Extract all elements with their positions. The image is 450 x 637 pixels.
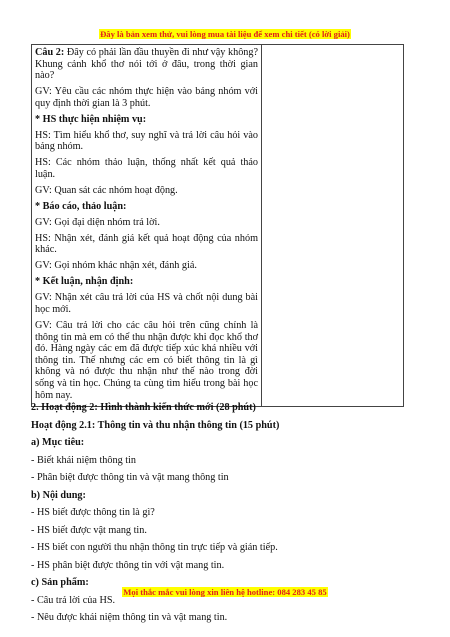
conclusion-heading: * Kết luận, nhận định: <box>35 276 134 288</box>
content-item: - HS biết con người thu nhận thông tin trực tiếp và gián tiếp. <box>31 542 278 553</box>
teacher-summary: GV: Câu trả lời cho các câu hỏi trên cũng chính là thông tin mà em có thể thu nhận được khi đọc khổ thơ đó. Hàng ngày các em đã được tiếp xúc khá nhiều với thông tin. Thế nhưng các em có biết thông tin là gì không và nó được thu nhận như thế nào trong đời sống và tin học. Chúng ta cùng tìm hiểu trong bài học hôm nay. <box>35 319 258 401</box>
objective-item: - Biết khái niệm thông tin <box>31 454 136 466</box>
teacher-call-group: GV: Gọi đại diện nhóm trả lời. <box>35 216 160 228</box>
student-activity-cell <box>262 45 404 407</box>
content-heading: b) Nội dung: <box>31 489 86 501</box>
question-2 <box>35 47 258 82</box>
teacher-observe: GV: Quan sát các nhóm hoạt động. <box>35 184 178 196</box>
product-item: - Câu trả lời của HS. <box>31 594 116 606</box>
objective-item: - Phân biệt được thông tin và vật mang thông tin <box>31 472 229 483</box>
student-step-1: HS: Tìm hiểu khổ thơ, suy nghĩ và trả lời câu hỏi vào bảng nhóm. <box>35 129 258 153</box>
question-2-label: Câu 2: <box>35 47 65 58</box>
teacher-activity-cell <box>32 45 262 407</box>
report-heading: * Báo cáo, thảo luận: <box>35 200 127 212</box>
student-evaluate: HS: Nhận xét, đánh giá kết quả hoạt động của nhóm khác. <box>35 232 258 256</box>
objective-heading: a) Mục tiêu: <box>31 437 85 448</box>
task-heading: * HS thực hiện nhiệm vụ: <box>35 113 147 125</box>
content-item: - HS phân biệt được thông tin với vật mang tin. <box>31 559 225 571</box>
product-heading: c) Sản phẩm: <box>31 577 89 588</box>
hotline-notice-banner: Mọi thắc mắc vui lòng xin liên hệ hotline: 084 283 45 85 <box>123 587 327 597</box>
student-step-2: HS: Các nhóm thảo luận, thống nhất kết quả thảo luận. <box>35 157 258 180</box>
content-item: - HS biết được thông tin là gì? <box>31 507 155 518</box>
product-item: - Nêu được khái niệm thông tin và vật mang tin. <box>31 612 228 623</box>
lesson-table <box>31 44 404 407</box>
content-item: - HS biết được vật mang tin. <box>31 524 147 536</box>
teacher-instruction: GV: Yêu cầu các nhóm thực hiện vào bảng nhóm với quy định thời gian là 3 phút. <box>35 86 258 109</box>
activity-2-1-heading: Hoạt động 2.1: Thông tin và thu nhận thông tin (15 phút) <box>31 419 280 431</box>
teacher-call-others: GV: Gọi nhóm khác nhận xét, đánh giá. <box>35 260 197 272</box>
preview-notice-banner: Đây là bản xem thử, vui lòng mua tài liệu để xem chi tiết (có lời giải) <box>100 29 350 39</box>
question-2-text: Đây có phải lần đầu thuyền đi như vậy không? Khung cảnh khổ thơ nói tới ở đâu, trong thời gian nào? <box>35 47 258 82</box>
teacher-comment: GV: Nhận xét câu trả lời của HS và chốt nội dung bài học mới. <box>35 292 258 315</box>
activity-2-heading: 2. Hoạt động 2: Hình thành kiến thức mới (28 phút) <box>31 402 256 413</box>
